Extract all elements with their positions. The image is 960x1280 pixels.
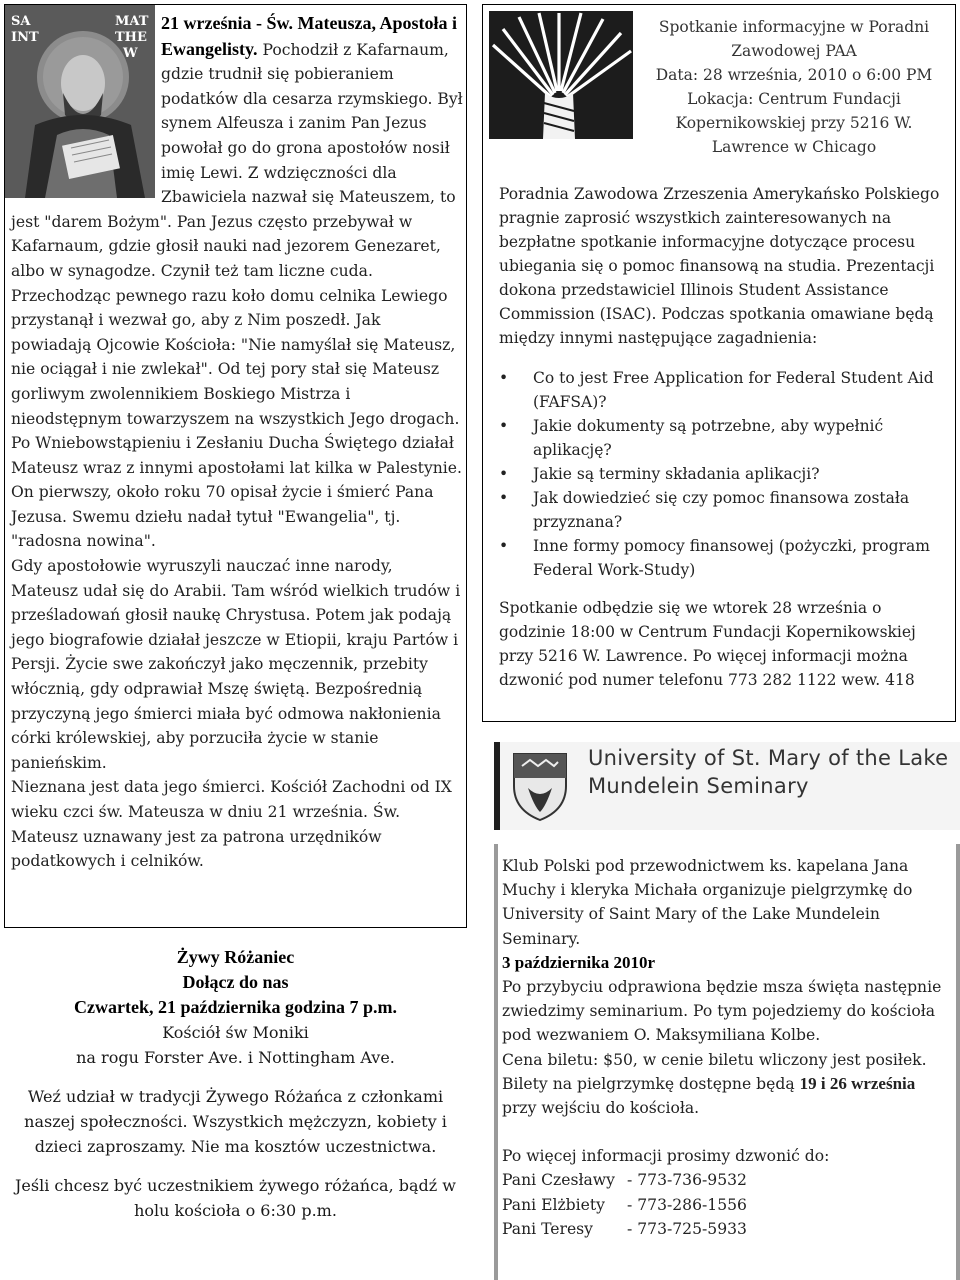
- list-item: • Jak dowiedzieć się czy pomoc finansowa została przyznana?: [499, 486, 947, 534]
- paa-header-line: Spotkanie informacyjne w Poradni: [658, 18, 930, 36]
- paa-logo: [489, 11, 633, 139]
- club-more-info: Po więcej informacji prosimy dzwonić do:: [502, 1147, 830, 1166]
- living-rosary-notice: [4, 945, 467, 1223]
- rosary-invite: Weź udział w tradycji Żywego Różańca z członkami naszej społeczności. Wszystkich mężczyzn, kobiety i dzieci zaproszamy. Nie ma kosztów uczestnictwa.: [24, 1087, 447, 1156]
- icon-letter: MAT: [115, 14, 149, 29]
- contact-name: Pani Teresy: [502, 1219, 593, 1238]
- rosary-heading: Żywy Różaniec: [176, 947, 295, 967]
- matthew-paragraph-1: 21 września - Św. Mateusza, Apostoła i Ewangelisty. Pochodził z Kafarnaum, gdzie trudnił się pobieraniem podatków dla cesarza rzymskiego. Był synem Alfeusza i zanim Pan Jezus powołał go do grona apostołów nosił imię Lewi. Z wdzięczności dla Zbawiciela nazwał się Mateuszem, to jest "darem Bożym". Pan Jezus często przebywał w Kafarnaum, gdzie głosił nauki nad jezorem Genezaret, albo w synagodze. Czynił też tam liczne cuda.: [11, 13, 463, 280]
- paa-header-line: Zawodowej PAA: [731, 42, 857, 60]
- list-item: • Inne formy pomocy finansowej (pożyczki, program Federal Work-Study): [499, 534, 947, 582]
- contact-phone: - 773-736-9532: [627, 1171, 747, 1190]
- ticket-dates: 19 i 26 września: [799, 1073, 916, 1093]
- contact-row: [502, 1217, 952, 1241]
- club-price: Cena biletu: $50, w cenie biletu wliczony jest posiłek.: [502, 1050, 927, 1069]
- contact-phone: - 773-286-1556: [627, 1195, 747, 1214]
- matthew-paragraph-5: Gdy apostołowie wyruszyli nauczać inne narody, Mateusz udał się do Arabii. Tam wśród wielkich trudów i prześladowań głosił naukę Chrystusa. Potem jak podają jego biografowie działał jeszcze w Etiopii, kraju Partów i Persji. Życie swe zakończył jako męczennik, przebity włócznią, gdy odprawiał Mszę świętą. Bezpośrednią przyczyną jego śmierci miała być odmowa nakłonienia córki królewskiej, aby porzuciła życie w stanie panieńskim.: [11, 557, 461, 772]
- club-program: Po przybyciu odprawiona będzie msza święta następnie zwiedzimy seminarium. Po tym pojedziemy do kościoła pod wezwaniem O. Maksymiliana Kolbe.: [502, 978, 942, 1045]
- club-intro: Klub Polski pod przewodnictwem ks. kapelana Jana Muchy i kleryka Michała organizuje pielgrzymkę do University of Saint Mary of the Lake Mundelein Seminary.: [502, 857, 913, 948]
- matthew-paragraph-6: Nieznana jest data jego śmierci. Kościół Zachodni od IX wieku czci św. Mateusza w dniu 21 września. Św. Mateusz uznawany jest za patrona urzędników podatkowych i celników.: [11, 778, 452, 871]
- paa-header-line: Kopernikowskiej przy 5216 W.: [675, 114, 913, 132]
- contact-row: [502, 1193, 952, 1217]
- university-banner: [494, 742, 960, 830]
- icon-letter: THE: [115, 30, 147, 45]
- contact-phone: - 773-725-5933: [627, 1219, 747, 1238]
- seminary-shield-icon: [512, 752, 568, 822]
- icon-letter: W: [123, 46, 138, 61]
- club-polski-notice: [494, 844, 960, 1280]
- contact-row: [502, 1168, 952, 1192]
- paa-header: [635, 15, 953, 159]
- icon-letter: SA: [11, 14, 31, 29]
- rosary-church: Kościół św Moniki: [162, 1023, 309, 1042]
- matthew-paragraph-3: Po Wniebowstąpieniu i Zesłaniu Ducha Świętego działał Mateusz wraz z innymi apostołami lat kilka w Palestynie.: [11, 434, 462, 477]
- seminary-name: Mundelein Seminary: [588, 774, 809, 798]
- rosary-when: Czwartek, 21 października godzina 7 p.m.: [74, 997, 397, 1017]
- paa-body: [499, 182, 947, 692]
- paa-header-line: Data: 28 września, 2010 o 6:00 PM: [655, 66, 933, 84]
- pilgrimage-date: 3 października 2010r: [502, 952, 655, 972]
- icon-letter: INT: [11, 30, 39, 45]
- matthew-article: [4, 4, 467, 928]
- contact-name: Pani Elżbiety: [502, 1195, 605, 1214]
- club-text: [502, 854, 952, 1241]
- contact-name: Pani Czesławy: [502, 1171, 615, 1190]
- paa-closing: Spotkanie odbędzie się we wtorek 28 września o godzinie 18:00 w Centrum Fundacji Kopernikowskiej przy 5216 W. Lawrence. Po więcej informacji można dzwonić pod numer telefonu 773 282 1122 wew. 418: [499, 599, 916, 689]
- paa-meeting-notice: [482, 4, 956, 722]
- paa-header-line: Lokacja: Centrum Fundacji: [687, 90, 901, 108]
- list-item: • Jakie dokumenty są potrzebne, aby wypełnić aplikację?: [499, 414, 947, 462]
- list-item: • Co to jest Free Application for Federal Student Aid (FAFSA)?: [499, 366, 947, 414]
- list-item: • Jakie są terminy składania aplikacji?: [499, 462, 947, 486]
- matthew-title: 21 września - Św. Mateusza, Apostoła i Ewangelisty.: [161, 13, 457, 59]
- matthew-paragraph-2: Przechodząc pewnego razu koło domu celnika Lewiego przystanął i wezwał go, aby z Nim poszedł. Jak powiadają Ojcowie Kościoła: "Nie namyślał się Mateusz, nie ociągał i nie zwlekał". Od tej pory stał się Mateusz gorliwym zwolennikiem Boskiego Mistrza i nieodstępnym towarzyszem na wszystkich Jego drogach.: [11, 286, 460, 428]
- rosary-participate: Jeśli chcesz być uczestnikiem żywego różańca, bądź w holu kościoła o 6:30 p.m.: [15, 1176, 456, 1220]
- paa-intro: Poradnia Zawodowa Zrzeszenia Amerykańsko Polskiego pragnie zaprosić wszystkich zainteresowanych na bezpłatne spotkanie informacyjne dotyczące procesu ubiegania się o pomoc finansową na studia. Prezentacji dokona przedstawiciel Illinois Student Assistance Commission (ISAC). Podczas spotkania omawiane będą między innymi następujące zagadnienia:: [499, 185, 940, 347]
- paa-topic-list: [499, 366, 947, 582]
- university-name: University of St. Mary of the Lake: [588, 746, 949, 770]
- matthew-text: [11, 11, 463, 874]
- club-tickets: Bilety na pielgrzymkę dostępne będą 19 i 26 września przy wejściu do kościoła.: [502, 1073, 916, 1118]
- rosary-address: na rogu Forster Ave. i Nottingham Ave.: [76, 1048, 395, 1067]
- matthew-paragraph-4: On pierwszy, około roku 70 opisał życie i śmierć Pana Jezusa. Swemu dziełu nadał tytuł "Ewangelia", tj. "radosna nowina".: [11, 483, 434, 551]
- rosary-join: Dołącz do nas: [182, 972, 289, 992]
- paa-header-line: Lawrence w Chicago: [711, 138, 877, 156]
